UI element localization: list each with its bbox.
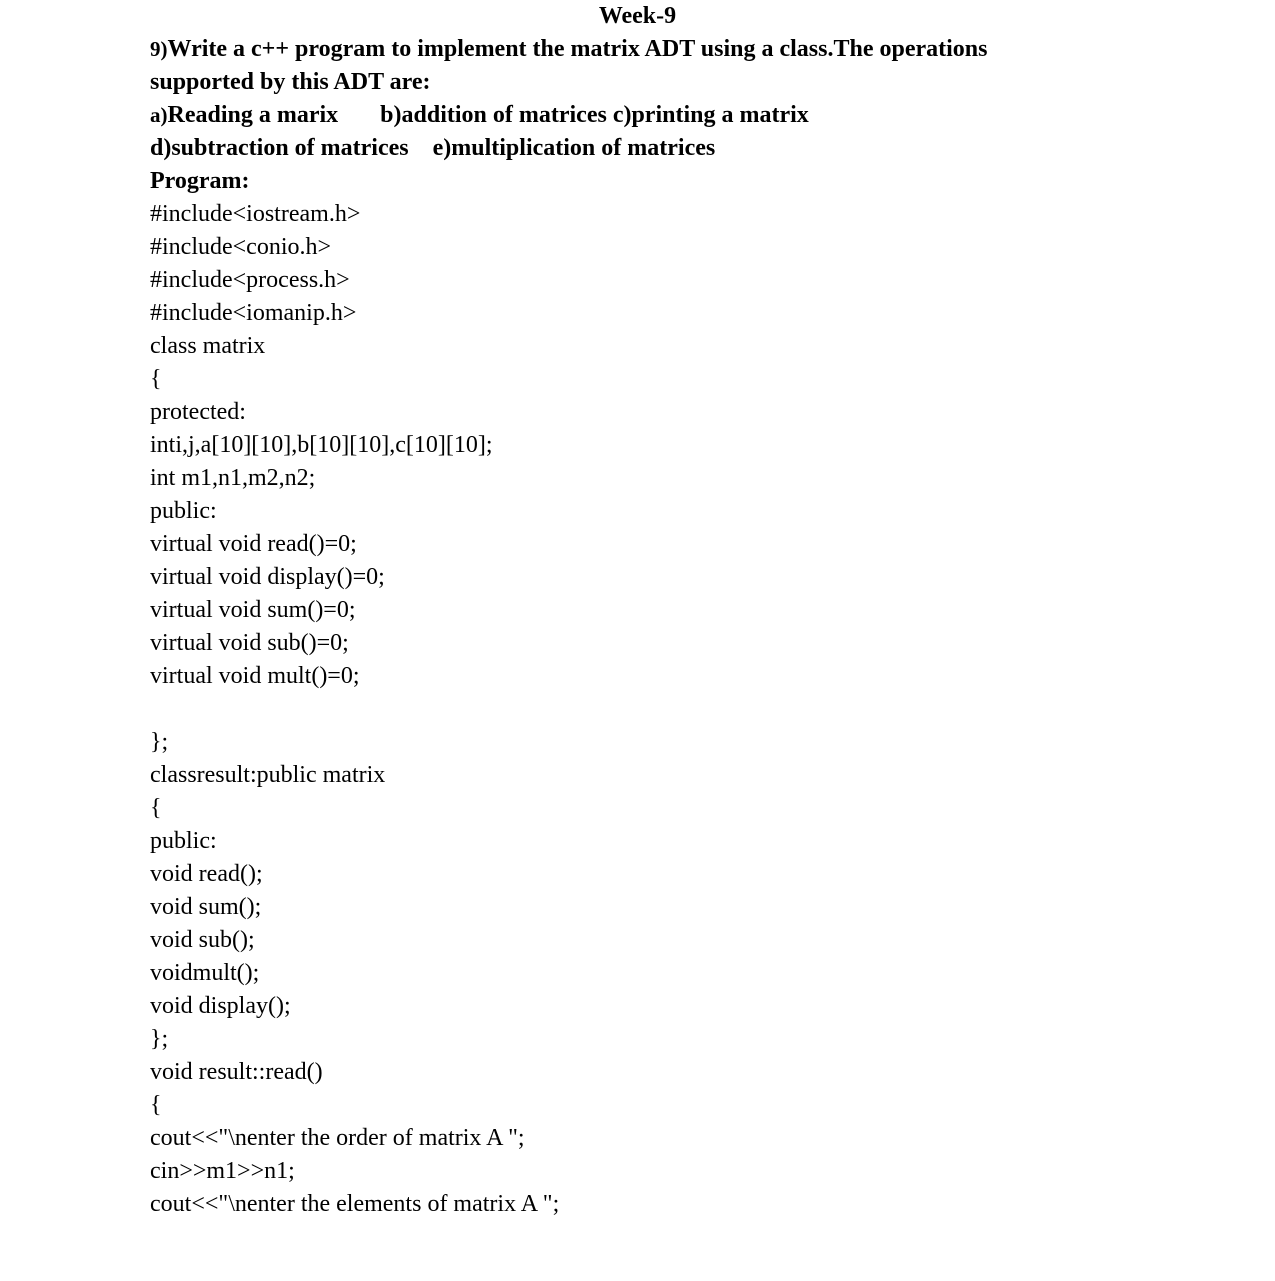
code-line: #include<iomanip.h> (150, 300, 357, 326)
code-line: cout<<"\nenter the elements of matrix A "; (150, 1191, 560, 1217)
code-line: public: (150, 828, 217, 854)
code-block (150, 198, 1250, 1221)
code-line: protected: (150, 399, 246, 425)
code-line: }; (150, 1026, 169, 1052)
code-line: int m1,n1,m2,n2; (150, 465, 316, 491)
code-line (150, 693, 1250, 726)
task-text-3: Reading a marix b)addition of matrices c)printing a matrix (167, 102, 809, 128)
code-line: inti,j,a[10][10],b[10][10],c[10][10]; (150, 432, 493, 458)
task-item-prefix: a) (150, 103, 168, 127)
code-line: #include<iostream.h> (150, 201, 361, 227)
task-statement-line-2: supported by this ADT are: (150, 69, 431, 95)
code-line: #include<conio.h> (150, 234, 332, 260)
code-line: { (150, 366, 162, 392)
program-label: Program: (150, 168, 250, 194)
code-line: public: (150, 498, 217, 524)
code-line: virtual void mult()=0; (150, 663, 360, 689)
code-line: virtual void read()=0; (150, 531, 357, 557)
code-line: virtual void sub()=0; (150, 630, 349, 656)
code-line: void sub(); (150, 927, 255, 953)
task-statement-line-3 (150, 99, 1250, 132)
code-line: }; (150, 729, 169, 755)
code-line: { (150, 795, 162, 821)
code-line: void sum(); (150, 894, 262, 920)
code-line: void result::read() (150, 1059, 323, 1085)
task-statement-line-4: d)subtraction of matrices e)multiplication of matrices (150, 135, 716, 161)
task-statement-line-1 (150, 33, 1250, 66)
code-line: void display(); (150, 993, 291, 1019)
code-line: { (150, 1092, 162, 1118)
page-heading: Week-9 (598, 3, 677, 29)
code-line: #include<process.h> (150, 267, 350, 293)
document-body (150, 33, 1250, 1221)
code-line: cin>>m1>>n1; (150, 1158, 295, 1184)
code-line: void read(); (150, 861, 263, 887)
task-number: 9) (150, 37, 168, 61)
code-line: virtual void sum()=0; (150, 597, 356, 623)
code-line: virtual void display()=0; (150, 564, 385, 590)
code-line: voidmult(); (150, 960, 260, 986)
task-text-1: Write a c++ program to implement the matrix ADT using a class.The operations (167, 36, 988, 62)
code-line: class matrix (150, 333, 266, 359)
code-line: cout<<"\nenter the order of matrix A "; (150, 1125, 525, 1151)
code-line: classresult:public matrix (150, 762, 386, 788)
